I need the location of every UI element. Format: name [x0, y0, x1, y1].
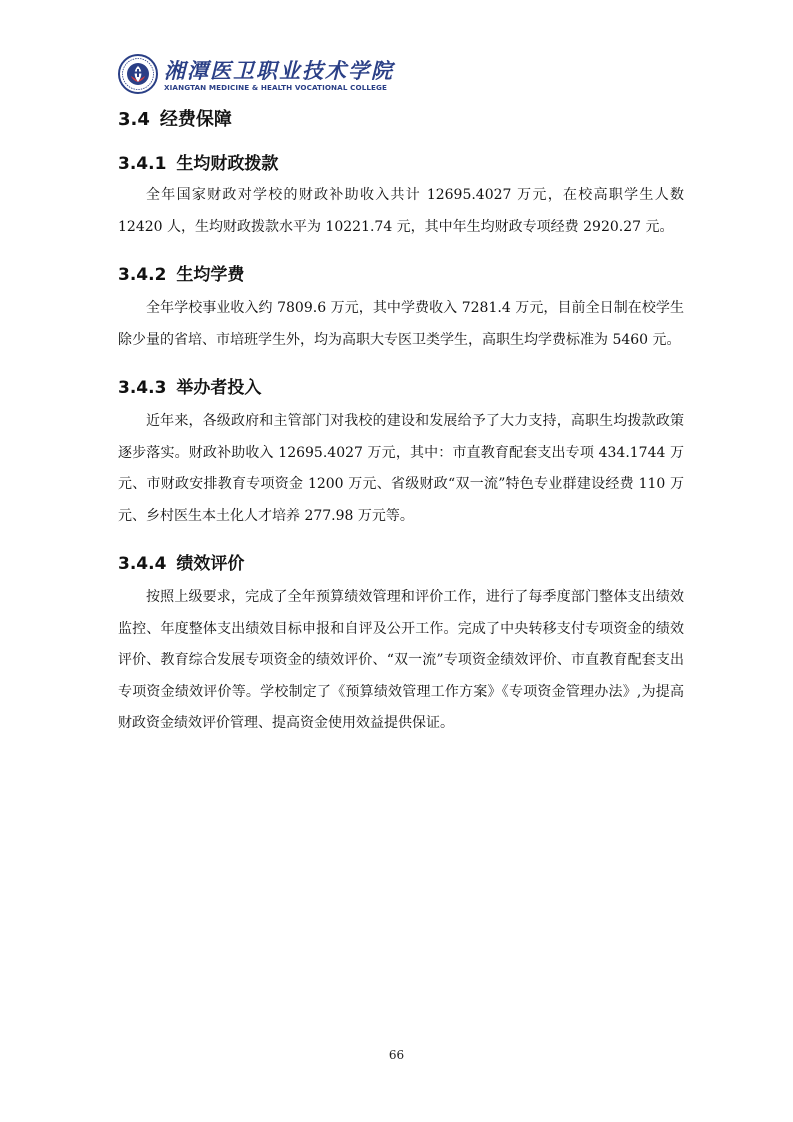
paragraph: 全年国家财政对学校的财政补助收入共计 12695.4027 万元，在校高职学生人数 12420 人，生均财政拨款水平为 10221.74 元，其中年生均财政专项经费 2920.27 元。	[118, 187, 684, 235]
college-name: 湘潭医卫职业技术学院	[164, 58, 394, 83]
section-title: 经费保障	[159, 109, 232, 130]
paragraph: 全年学校事业收入约 7809.6 万元，其中学费收入 7281.4 万元，目前全日制在校学生除少量的省培、市培班学生外，均为高职大专医卫类学生，高职生均学费标准为 5460 元。	[118, 300, 684, 348]
paragraph: 近年来，各级政府和主管部门对我校的建设和发展给予了大力支持，高职生均拨款政策逐步落实。财政补助收入 12695.4027 万元，其中：市直教育配套支出专项 434.1744 万元、市财政安排教育专项资金 1200 万元、省级财政“双一流”特色专业群建设经费 110 万元、乡村医生本土化人才培养 277.98 万元等。	[118, 413, 684, 524]
subsection-heading	[118, 150, 684, 178]
page-number: 66	[388, 1048, 405, 1062]
document-body	[118, 106, 684, 740]
subsection-title: 生均财政拨款	[176, 154, 279, 174]
subsection-number: 3.4.2	[118, 265, 167, 285]
subsection-heading	[118, 261, 684, 289]
subsection-title: 生均学费	[176, 265, 245, 285]
subsection-number: 3.4.1	[118, 154, 167, 174]
college-emblem-icon	[118, 54, 158, 94]
subsection-title: 举办者投入	[176, 378, 262, 398]
section-heading	[118, 106, 684, 134]
college-name-english: XIANGTAN MEDICINE & HEALTH VOCATIONAL COLLEGE	[164, 83, 388, 92]
subsection-number: 3.4.4	[118, 554, 167, 574]
section-number: 3.4	[118, 109, 150, 130]
subsection-number: 3.4.3	[118, 378, 167, 398]
paragraph: 按照上级要求，完成了全年预算绩效管理和评价工作，进行了每季度部门整体支出绩效监控、年度整体支出绩效目标申报和自评及公开工作。完成了中央转移支付专项资金的绩效评价、教育综合发展专项资金的绩效评价、“双一流”专项资金绩效评价、市直教育配套支出专项资金绩效评价等。学校制定了《预算绩效管理工作方案》《专项资金管理办法》,为提高财政资金绩效评价管理、提高资金使用效益提供保证。	[118, 589, 684, 731]
subsection-heading	[118, 374, 684, 402]
page-header	[118, 52, 394, 96]
subsection-heading	[118, 550, 684, 578]
subsection-title: 绩效评价	[176, 554, 245, 574]
